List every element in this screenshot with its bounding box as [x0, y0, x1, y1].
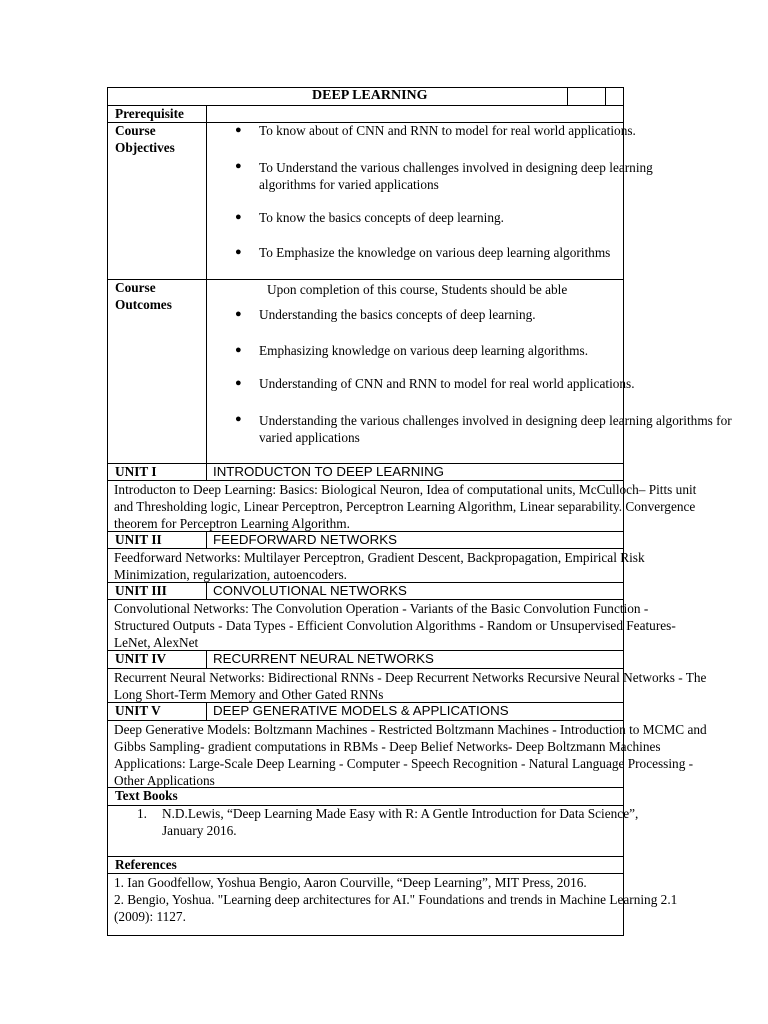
rule [107, 856, 624, 857]
bullet-icon: ● [235, 344, 242, 356]
unit-content: Convolutional Networks: The Convolution Operation - Variants of the Basic Convolution Function - Structured Outputs - Data Types - Efficient Convolution Algorithms - Random or Unsupervised Features- LeNet, AlexNet [114, 601, 676, 650]
column-divider [206, 463, 207, 481]
outcomes-label: Course [115, 280, 156, 295]
textbook-item: January 2016. [162, 823, 237, 838]
page-title: DEEP LEARNING [312, 88, 428, 103]
textbook-item: N.D.Lewis, “Deep Learning Made Easy with R: A Gentle Introduction for Data Science”, [162, 806, 639, 821]
column-divider [206, 531, 207, 549]
bullet-icon: ● [235, 160, 242, 172]
column-divider [206, 582, 207, 600]
unit-content: Introducton to Deep Learning: Basics: Biological Neuron, Idea of computational units, McCulloch– Pitts unit and Thresholding logic, Linear Perceptron, Perceptron Learning Algorithm, Linear separability. Convergence theorem for Perceptron Learning Algorithm. [114, 482, 697, 531]
outcomes-label: Outcomes [115, 297, 172, 312]
outcome-item: Understanding the various challenges involved in designing deep learning algorithms for varied applications [259, 413, 732, 445]
unit-title: INTRODUCTON TO DEEP LEARNING [213, 464, 445, 479]
title-cell-divider [567, 87, 568, 105]
unit-label: UNIT II [115, 532, 162, 547]
column-divider [206, 702, 207, 720]
unit-label: UNIT IV [115, 651, 167, 666]
outcome-item: Understanding of CNN and RNN to model for real world applications. [259, 376, 635, 391]
unit-label: UNIT V [115, 703, 161, 718]
unit-title: RECURRENT NEURAL NETWORKS [213, 651, 434, 666]
title-cell-divider [605, 87, 606, 105]
rule [107, 279, 624, 280]
bullet-icon: ● [235, 124, 242, 136]
bullet-icon: ● [235, 308, 242, 320]
bullet-icon: ● [235, 377, 242, 389]
objective-item: To Understand the various challenges involved in designing deep learning algorithms for varied applications [259, 160, 653, 192]
unit-content: Deep Generative Models: Boltzmann Machines - Restricted Boltzmann Machines - Introduction to MCMC and Gibbs Sampling- gradient computations in RBMs - Deep Belief Networks- Deep Boltzmann Machines Applications: Large-Scale Deep Learning - Computer - Speech Recognition - Natural Language Processing - Other Applications [114, 722, 707, 788]
bullet-icon: ● [235, 413, 242, 425]
unit-title: DEEP GENERATIVE MODELS & APPLICATIONS [213, 703, 509, 718]
objectives-label: Objectives [115, 140, 175, 155]
objectives-label: Course [115, 123, 156, 138]
unit-title: CONVOLUTIONAL NETWORKS [213, 583, 407, 598]
unit-title: FEEDFORWARD NETWORKS [213, 532, 397, 547]
bullet-icon: ● [235, 246, 242, 258]
textbook-number: 1. [137, 806, 147, 821]
reference-item: 2. Bengio, Yoshua. "Learning deep architectures for AI." Foundations and trends in Machine Learning 2.1 (2009): 1127. [114, 892, 678, 924]
table-border-left [107, 87, 108, 936]
unit-label: UNIT III [115, 583, 167, 598]
outcome-item: Understanding the basics concepts of deep learning. [259, 307, 536, 322]
outcome-item: Emphasizing knowledge on various deep learning algorithms. [259, 343, 589, 358]
references-label: References [115, 857, 177, 872]
outcomes-intro: Upon completion of this course, Students should be able [267, 282, 568, 297]
prerequisite-label: Prerequisite [115, 106, 184, 121]
objective-item: To Emphasize the knowledge on various deep learning algorithms [259, 245, 611, 260]
column-divider [206, 650, 207, 668]
unit-content: Feedforward Networks: Multilayer Perceptron, Gradient Descent, Backpropagation, Empirical Risk Minimization, regularization, autoencoders. [114, 550, 645, 582]
unit-label: UNIT I [115, 464, 157, 479]
textbooks-label: Text Books [115, 788, 178, 803]
column-divider [206, 105, 207, 463]
rule [107, 105, 624, 106]
table-border-bottom [107, 935, 624, 936]
objective-item: To know the basics concepts of deep learning. [259, 210, 504, 225]
unit-content: Recurrent Neural Networks: Bidirectional RNNs - Deep Recurrent Networks Recursive Neural Networks - The Long Short-Term Memory and Other Gated RNNs [114, 670, 707, 702]
bullet-icon: ● [235, 211, 242, 223]
objective-item: To know about of CNN and RNN to model for real world applications. [259, 123, 636, 138]
reference-item: 1. Ian Goodfellow, Yoshua Bengio, Aaron Courville, “Deep Learning”, MIT Press, 2016. [114, 875, 587, 890]
